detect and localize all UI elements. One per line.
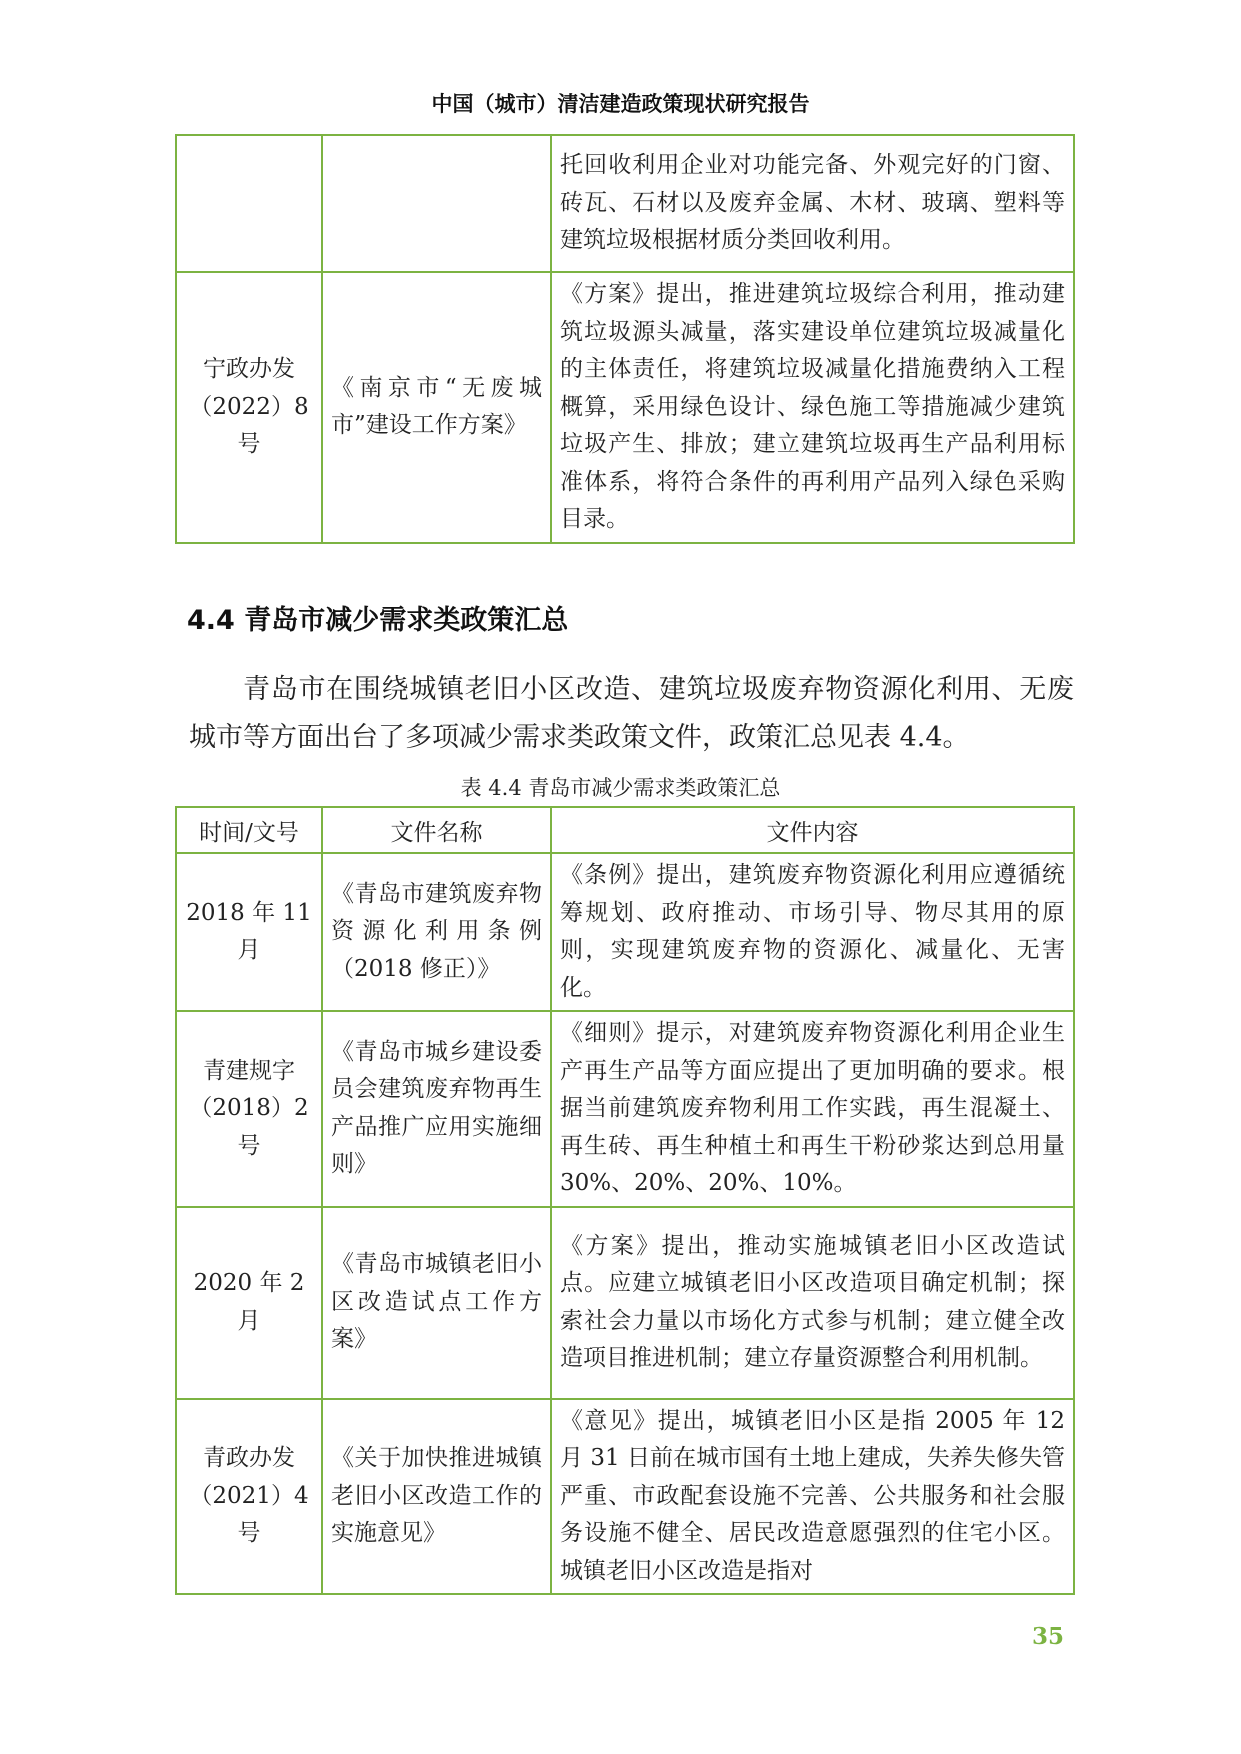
doc-name-cell: 《青岛市城乡建设委员会建筑废弃物再生产品推广应用实施细则》 (322, 1011, 551, 1207)
table-caption: 表 4.4 青岛市减少需求类政策汇总 (460, 776, 781, 800)
doc-name-cell: 《关于加快推进城镇老旧小区改造工作的实施意见》 (322, 1399, 551, 1595)
table-row (176, 853, 1074, 1011)
section-heading: 4.4 青岛市减少需求类政策汇总 (187, 605, 569, 636)
table-row (176, 272, 1074, 543)
doc-name-cell: 《青岛市建筑废弃物资源化利用条例（2018 修正）》 (322, 853, 551, 1011)
doc-name-cell: 《青岛市城镇老旧小区改造试点工作方案》 (322, 1207, 551, 1399)
column-header-doc-number: 时间/文号 (176, 807, 322, 853)
doc-content-cell: 《意见》提出，城镇老旧小区是指 2005 年 12 月 31 日前在城市国有土地上建成，失养失修失管严重、市政配套设施不完善、公共服务和社会服务设施不健全、居民改造意愿强烈的住宅小区。城镇老旧小区改造是指对 (551, 1399, 1074, 1595)
doc-name-cell: 《南京市“无废城市”建设工作方案》 (322, 272, 551, 543)
policy-table-4-4 (175, 806, 1075, 1595)
table-header-row (176, 807, 1074, 853)
running-header: 中国（城市）清洁建造政策现状研究报告 (431, 92, 810, 116)
doc-number-cell: 青政办发（2021）4号 (176, 1399, 322, 1595)
column-header-doc-content: 文件内容 (551, 807, 1074, 853)
table-row (176, 1207, 1074, 1399)
body-paragraph: 青岛市在围绕城镇老旧小区改造、建筑垃圾废弃物资源化利用、无废城市等方面出台了多项减少需求类政策文件，政策汇总见表 4.4。 (189, 674, 1074, 753)
doc-name-cell (322, 135, 551, 272)
table-row (176, 1011, 1074, 1207)
table-row (176, 135, 1074, 272)
doc-number-cell: 2018 年 11 月 (176, 853, 322, 1011)
doc-number-cell (176, 135, 322, 272)
doc-number-cell: 青建规字（2018）2号 (176, 1011, 322, 1207)
doc-content-cell: 《方案》提出，推动实施城镇老旧小区改造试点。应建立城镇老旧小区改造项目确定机制；探索社会力量以市场化方式参与机制；建立健全改造项目推进机制；建立存量资源整合利用机制。 (551, 1207, 1074, 1399)
continued-policy-table (175, 134, 1075, 544)
doc-content-cell: 托回收利用企业对功能完备、外观完好的门窗、砖瓦、石材以及废弃金属、木材、玻璃、塑料等建筑垃圾根据材质分类回收利用。 (551, 135, 1074, 272)
table-row (176, 1399, 1074, 1595)
page-number: 35 (1032, 1623, 1065, 1650)
doc-content-cell: 《细则》提示，对建筑废弃物资源化利用企业生产再生产品等方面应提出了更加明确的要求。根据当前建筑废弃物利用工作实践，再生混凝土、再生砖、再生种植土和再生干粉砂浆达到总用量 30%、20%、20%、10%。 (551, 1011, 1074, 1207)
doc-number-cell: 宁政办发（2022）8号 (176, 272, 322, 543)
column-header-doc-name: 文件名称 (322, 807, 551, 853)
doc-content-cell: 《条例》提出，建筑废弃物资源化利用应遵循统筹规划、政府推动、市场引导、物尽其用的原则，实现建筑废弃物的资源化、减量化、无害化。 (551, 853, 1074, 1011)
doc-content-cell: 《方案》提出，推进建筑垃圾综合利用，推动建筑垃圾源头减量，落实建设单位建筑垃圾减量化的主体责任，将建筑垃圾减量化措施费纳入工程概算，采用绿色设计、绿色施工等措施减少建筑垃圾产生、排放；建立建筑垃圾再生产品利用标准体系，将符合条件的再利用产品列入绿色采购目录。 (551, 272, 1074, 543)
doc-number-cell: 2020 年 2 月 (176, 1207, 322, 1399)
